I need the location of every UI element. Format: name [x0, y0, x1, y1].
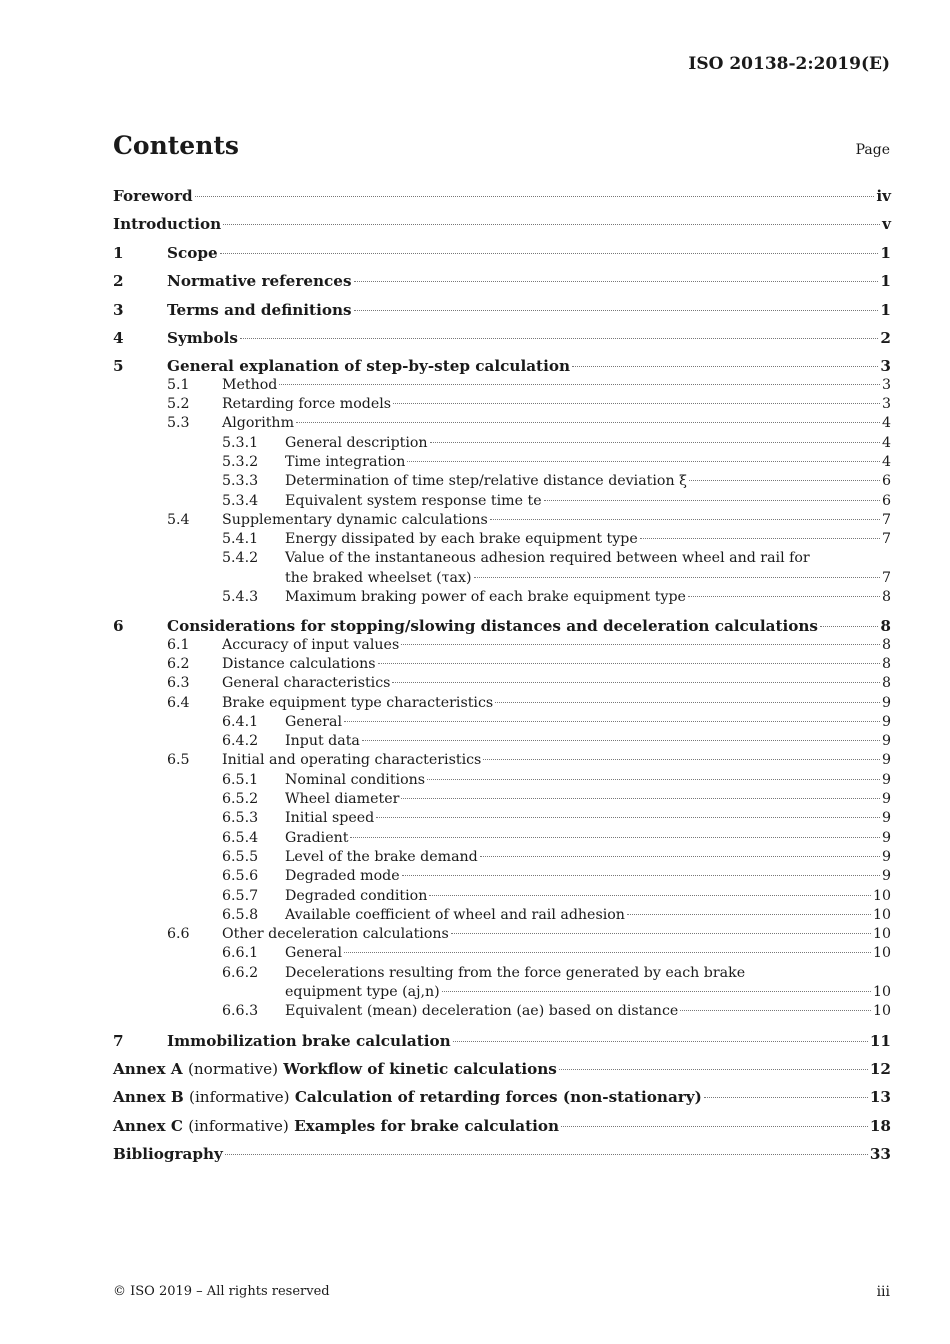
toc-entry-text: Method	[222, 376, 278, 393]
toc-entry[interactable]	[113, 1059, 891, 1087]
toc-entry-title	[222, 376, 277, 395]
toc-entry-page: 4	[881, 434, 891, 451]
dot-leader	[407, 461, 880, 462]
toc-entry-page: 3	[881, 396, 891, 413]
toc-entry-page: 10	[872, 1003, 891, 1020]
toc-entry-text: Bibliography	[113, 1145, 223, 1164]
toc-entry[interactable]	[113, 906, 891, 925]
toc-entry-page: 18	[869, 1116, 891, 1135]
toc-entry-page: 9	[881, 694, 891, 711]
dot-leader	[393, 403, 880, 404]
toc-entry-text: Algorithm	[222, 415, 295, 432]
dot-leader	[689, 480, 880, 481]
dot-leader	[376, 817, 880, 818]
toc-entry-number: 5.4	[167, 511, 190, 528]
toc-entry-text: Introduction	[113, 215, 222, 234]
toc-entry-number: 6	[113, 617, 124, 636]
toc-entry-text: Supplementary dynamic calculations	[222, 511, 488, 528]
toc-entry-title	[222, 511, 488, 530]
dot-leader	[680, 1010, 871, 1011]
toc-entry-title	[285, 887, 427, 906]
dot-leader	[362, 740, 880, 741]
toc-entry-number: 3	[113, 300, 124, 319]
toc-entry[interactable]	[113, 1116, 891, 1144]
toc-entry-page: 4	[881, 453, 891, 470]
toc-entry[interactable]	[113, 1002, 891, 1021]
annex-label: Annex B	[113, 1088, 184, 1107]
toc-entry-text: Level of the brake demand	[285, 848, 478, 865]
toc-entry-number: 6.2	[167, 655, 190, 672]
toc-entry-text: Value of the instantaneous adhesion required between wheel and rail for	[285, 550, 810, 567]
toc-entry-number: 5.3.4	[222, 492, 259, 509]
dot-leader	[240, 338, 878, 339]
toc-entry-number: 6.4.2	[222, 733, 259, 750]
toc-entry[interactable]	[113, 214, 891, 242]
toc-entry[interactable]	[113, 848, 891, 867]
toc-entry-number: 1	[113, 243, 124, 262]
toc-entry-text: Maximum braking power of each brake equipment type	[285, 589, 686, 605]
toc-entry-page: 9	[881, 848, 891, 865]
toc-entry[interactable]	[113, 809, 891, 828]
toc-entry-title	[285, 848, 478, 867]
dot-leader	[561, 1126, 868, 1127]
toc-entry[interactable]	[113, 983, 891, 1002]
toc-entry[interactable]	[113, 867, 891, 886]
toc-entry-title	[222, 655, 376, 674]
toc-entry-text: General characteristics	[222, 675, 391, 692]
toc-entry-text: Degraded condition	[285, 887, 428, 904]
toc-entry[interactable]	[113, 549, 891, 568]
dot-leader	[402, 875, 880, 876]
toc-entry-page: 1	[880, 243, 891, 262]
toc-entry[interactable]	[113, 530, 891, 549]
toc-entry-text: Brake equipment type characteristics	[222, 694, 494, 711]
toc-entry-text: Degraded mode	[285, 868, 400, 885]
toc-entry-text: Distance calculations	[222, 655, 376, 672]
toc-entry[interactable]	[113, 1087, 891, 1115]
toc-entry-number: 5.3.1	[222, 434, 259, 451]
toc-entry-page: v	[882, 215, 891, 234]
dot-leader	[490, 519, 880, 520]
toc-entry-page: 8	[881, 636, 891, 653]
toc-entry-page: 9	[881, 868, 891, 885]
toc-entry-text: Symbols	[167, 328, 238, 347]
dot-leader	[480, 856, 880, 857]
toc-entry-number: 5.4.3	[222, 589, 259, 605]
toc-entry-text: General explanation of step-by-step calculation	[167, 357, 571, 376]
dot-leader	[451, 933, 871, 934]
toc-entry-title	[113, 1144, 223, 1164]
toc-entry-number: 7	[113, 1031, 124, 1050]
toc-entry[interactable]	[113, 964, 891, 983]
toc-entry-text: Retarding force models	[222, 396, 392, 413]
toc-entry-title	[285, 1002, 678, 1021]
toc-entry-title	[285, 790, 399, 809]
toc-entry-title	[222, 674, 390, 693]
dot-leader	[378, 663, 880, 664]
toc-entry-page: 7	[881, 511, 891, 528]
toc-entry-title	[113, 186, 193, 206]
toc-entry[interactable]	[113, 713, 891, 732]
toc-entry-number: 6.5	[167, 752, 190, 769]
toc-entry-title	[285, 771, 425, 790]
table-of-contents	[113, 186, 891, 1173]
toc-entry-title	[113, 214, 221, 234]
toc-entry-text: Input data	[285, 733, 360, 750]
dot-leader	[820, 626, 878, 627]
toc-entry[interactable]	[113, 674, 891, 693]
toc-entry-text: the braked wheelset (τax)	[285, 569, 472, 586]
toc-entry-number: 5.4.2	[222, 550, 259, 567]
toc-entry-title	[222, 751, 481, 770]
toc-entry[interactable]	[113, 271, 891, 299]
page-column-label: Page	[855, 142, 890, 158]
toc-entry[interactable]	[113, 751, 891, 770]
toc-entry-text: Equivalent system response time te	[285, 492, 542, 509]
dot-leader	[354, 281, 879, 282]
dot-leader	[704, 1097, 868, 1098]
toc-entry-title	[167, 616, 818, 636]
copyright-notice: © ISO 2019 – All rights reserved	[113, 1284, 330, 1299]
toc-entry[interactable]	[113, 434, 891, 453]
toc-entry-title	[285, 983, 440, 1002]
toc-entry-page: 12	[869, 1060, 891, 1079]
toc-entry-page: 9	[881, 810, 891, 827]
toc-entry-number: 6.5.4	[222, 829, 259, 846]
toc-entry-title	[113, 1087, 702, 1107]
toc-entry-page: 10	[872, 906, 891, 923]
toc-entry-page: 9	[881, 771, 891, 788]
dot-leader	[495, 702, 880, 703]
toc-entry-text: Initial and operating characteristics	[222, 752, 482, 769]
toc-entry-page: 10	[872, 945, 891, 962]
toc-entry-text: Other deceleration calculations	[222, 926, 449, 943]
toc-entry-title	[113, 1116, 559, 1136]
toc-entry-title	[285, 944, 342, 963]
toc-entry-text: Available coefficient of wheel and rail adhesion	[285, 906, 625, 923]
dot-leader	[572, 366, 878, 367]
dot-leader	[474, 577, 880, 578]
toc-entry[interactable]	[113, 328, 891, 356]
toc-entry-page: 1	[880, 300, 891, 319]
dot-leader	[640, 538, 880, 539]
toc-entry-page: 10	[872, 984, 891, 1001]
toc-entry-title	[167, 328, 238, 348]
toc-entry-number: 5.3.2	[222, 453, 259, 470]
toc-entry-page: 8	[881, 655, 891, 672]
toc-entry-number: 4	[113, 328, 124, 347]
toc-entry-text: Decelerations resulting from the force generated by each brake	[285, 964, 746, 981]
toc-entry-title	[167, 243, 218, 263]
dot-leader	[354, 310, 879, 311]
toc-entry-title	[222, 636, 399, 655]
dot-leader	[427, 779, 880, 780]
dot-leader	[688, 596, 880, 597]
dot-leader	[453, 1041, 868, 1042]
toc-entry-title	[285, 530, 638, 549]
toc-entry-text: Initial speed	[285, 810, 375, 827]
toc-entry-number: 5.4.1	[222, 531, 259, 548]
toc-entry-page: 3	[881, 376, 891, 393]
dot-leader	[627, 914, 871, 915]
toc-entry[interactable]	[113, 569, 891, 588]
toc-entry-text: Wheel diameter	[285, 791, 400, 808]
toc-entry[interactable]	[113, 588, 891, 607]
annex-type: (normative)	[187, 1060, 278, 1079]
dot-leader	[401, 644, 880, 645]
toc-entry-number: 2	[113, 272, 124, 291]
dot-leader	[279, 384, 880, 385]
dot-leader	[559, 1069, 868, 1070]
toc-entry-number: 6.3	[167, 675, 190, 692]
toc-entry-title	[222, 694, 493, 713]
toc-entry-number: 6.6.3	[222, 1003, 259, 1020]
toc-entry[interactable]	[113, 511, 891, 530]
toc-entry-text: Equivalent (mean) deceleration (ae) based on distance	[285, 1003, 679, 1020]
toc-entry-number: 6.4.1	[222, 713, 259, 730]
toc-entry-number: 6.4	[167, 694, 190, 711]
toc-entry-page: 8	[881, 589, 891, 605]
toc-entry-text: Foreword	[113, 187, 193, 205]
toc-entry-title	[222, 925, 449, 944]
document-id: ISO 20138-2:2019(E)	[688, 54, 890, 74]
toc-entry-title	[113, 1059, 557, 1079]
toc-entry-page: 8	[881, 675, 891, 692]
toc-entry[interactable]	[113, 376, 891, 395]
toc-entry[interactable]	[113, 453, 891, 472]
dot-leader	[429, 895, 871, 896]
toc-entry-text: Workflow of kinetic calculations	[283, 1060, 557, 1079]
toc-entry-title	[285, 492, 542, 511]
page-number: iii	[876, 1284, 890, 1300]
toc-entry-title	[167, 1031, 451, 1051]
toc-entry-number: 5	[113, 357, 124, 376]
toc-entry[interactable]	[113, 300, 891, 328]
toc-entry-text: Terms and definitions	[167, 300, 352, 319]
toc-entry[interactable]	[113, 829, 891, 848]
dot-leader	[483, 759, 880, 760]
toc-entry-text: equipment type (aj,n)	[285, 984, 440, 1001]
toc-entry-page: 2	[880, 328, 891, 347]
toc-entry-title	[167, 356, 570, 376]
toc-entry-title	[285, 588, 686, 607]
toc-entry-number: 6.5.3	[222, 810, 259, 827]
toc-entry-page: 9	[881, 752, 891, 769]
toc-entry[interactable]	[113, 771, 891, 790]
toc-entry-page: 9	[881, 829, 891, 846]
toc-entry-title	[285, 453, 405, 472]
toc-entry[interactable]	[113, 1031, 891, 1059]
toc-entry-page: 6	[881, 492, 891, 509]
toc-entry[interactable]	[113, 655, 891, 674]
toc-entry-number: 5.1	[167, 376, 190, 393]
toc-entry-text: Nominal conditions	[285, 771, 426, 788]
toc-entry[interactable]	[113, 186, 891, 214]
dot-leader	[392, 682, 880, 683]
toc-entry[interactable]	[113, 944, 891, 963]
toc-entry-page: 6	[881, 473, 891, 490]
toc-entry-text: Scope	[167, 243, 218, 262]
toc-entry-number: 5.2	[167, 396, 190, 413]
annex-type: (informative)	[189, 1088, 290, 1107]
toc-entry[interactable]	[113, 732, 891, 751]
toc-entry[interactable]	[113, 636, 891, 655]
annex-type: (informative)	[188, 1116, 289, 1135]
toc-entry-number: 6.5.7	[222, 887, 259, 904]
annex-label: Annex A	[113, 1060, 183, 1079]
toc-entry[interactable]	[113, 925, 891, 944]
dot-leader	[195, 196, 875, 197]
toc-entry-title	[285, 964, 745, 983]
toc-entry-title	[285, 713, 342, 732]
toc-entry-page: 7	[881, 569, 891, 586]
toc-entry[interactable]	[113, 790, 891, 809]
dot-leader	[223, 224, 880, 225]
toc-entry-title	[222, 414, 294, 433]
toc-entry-title	[285, 434, 428, 453]
toc-entry-page: 8	[880, 617, 891, 636]
toc-entry-title	[285, 906, 625, 925]
toc-entry-text: Normative references	[167, 272, 352, 291]
dot-leader	[442, 991, 871, 992]
toc-entry-page: 9	[881, 713, 891, 730]
dot-leader	[220, 253, 879, 254]
toc-entry-text: General description	[285, 434, 428, 451]
toc-entry-page: 7	[881, 531, 891, 548]
toc-entry-number: 6.6	[167, 926, 190, 943]
toc-entry[interactable]	[113, 694, 891, 713]
toc-entry-text: Accuracy of input values	[222, 636, 400, 653]
toc-entry-title	[167, 300, 352, 320]
toc-entry-page: 10	[872, 887, 891, 904]
toc-entry-text: Time integration	[285, 453, 406, 470]
toc-entry-title	[285, 549, 810, 568]
annex-label: Annex C	[113, 1116, 183, 1135]
toc-entry-page: 1	[880, 272, 891, 291]
toc-entry-page: 9	[881, 791, 891, 808]
toc-entry-number: 6.5.2	[222, 791, 259, 808]
toc-entry-page: iv	[876, 187, 891, 205]
toc-entry[interactable]	[113, 492, 891, 511]
toc-entry-page: 3	[880, 357, 891, 376]
toc-entry-title	[285, 569, 472, 588]
dot-leader	[430, 442, 880, 443]
toc-entry-title	[285, 732, 360, 751]
dot-leader	[296, 422, 880, 423]
toc-entry-number: 5.3.3	[222, 473, 259, 490]
toc-entry-number: 6.1	[167, 636, 190, 653]
dot-leader	[350, 837, 880, 838]
toc-entry-number: 6.5.8	[222, 906, 259, 923]
toc-entry-text: General	[285, 713, 343, 730]
toc-entry[interactable]	[113, 243, 891, 271]
toc-entry-text: Energy dissipated by each brake equipment type	[285, 531, 638, 548]
toc-entry-title	[285, 867, 400, 886]
toc-entry-number: 6.5.1	[222, 771, 259, 788]
toc-entry-title	[285, 829, 348, 848]
toc-entry-number: 6.6.1	[222, 945, 259, 962]
dot-leader	[344, 952, 871, 953]
toc-entry-text: Calculation of retarding forces (non-stationary)	[294, 1088, 702, 1107]
toc-entry-page: 33	[869, 1145, 891, 1164]
toc-entry-number: 6.5.5	[222, 848, 259, 865]
toc-entry[interactable]	[113, 1144, 891, 1172]
dot-leader	[225, 1154, 868, 1155]
toc-entry-number: 6.5.6	[222, 868, 259, 885]
toc-entry[interactable]	[113, 414, 891, 433]
toc-entry-text: Examples for brake calculation	[294, 1116, 560, 1135]
toc-entry-text: Immobilization brake calculation	[167, 1031, 451, 1050]
dot-leader	[401, 798, 880, 799]
toc-entry-title	[167, 271, 352, 291]
toc-entry-title	[285, 472, 687, 491]
toc-entry-text: General	[285, 945, 343, 962]
toc-entry-page: 11	[869, 1031, 891, 1050]
dot-leader	[344, 721, 880, 722]
toc-entry-number: 6.6.2	[222, 964, 259, 981]
page-title: Contents	[113, 131, 240, 160]
toc-entry-text: Determination of time step/relative distance deviation ξ	[285, 473, 687, 490]
toc-entry[interactable]	[113, 395, 891, 414]
toc-entry-page: 9	[881, 733, 891, 750]
toc-entry-page: 4	[881, 415, 891, 432]
toc-entry-text: Considerations for stopping/slowing distances and deceleration calculations	[167, 617, 818, 636]
toc-entry-page: 10	[872, 926, 891, 943]
toc-entry-page: 13	[869, 1088, 891, 1107]
toc-entry-text: Gradient	[285, 829, 349, 846]
toc-entry-title	[222, 395, 391, 414]
toc-entry-title	[285, 809, 374, 828]
dot-leader	[544, 500, 880, 501]
toc-entry-number: 5.3	[167, 415, 190, 432]
toc-entry[interactable]	[113, 472, 891, 491]
toc-entry[interactable]	[113, 887, 891, 906]
